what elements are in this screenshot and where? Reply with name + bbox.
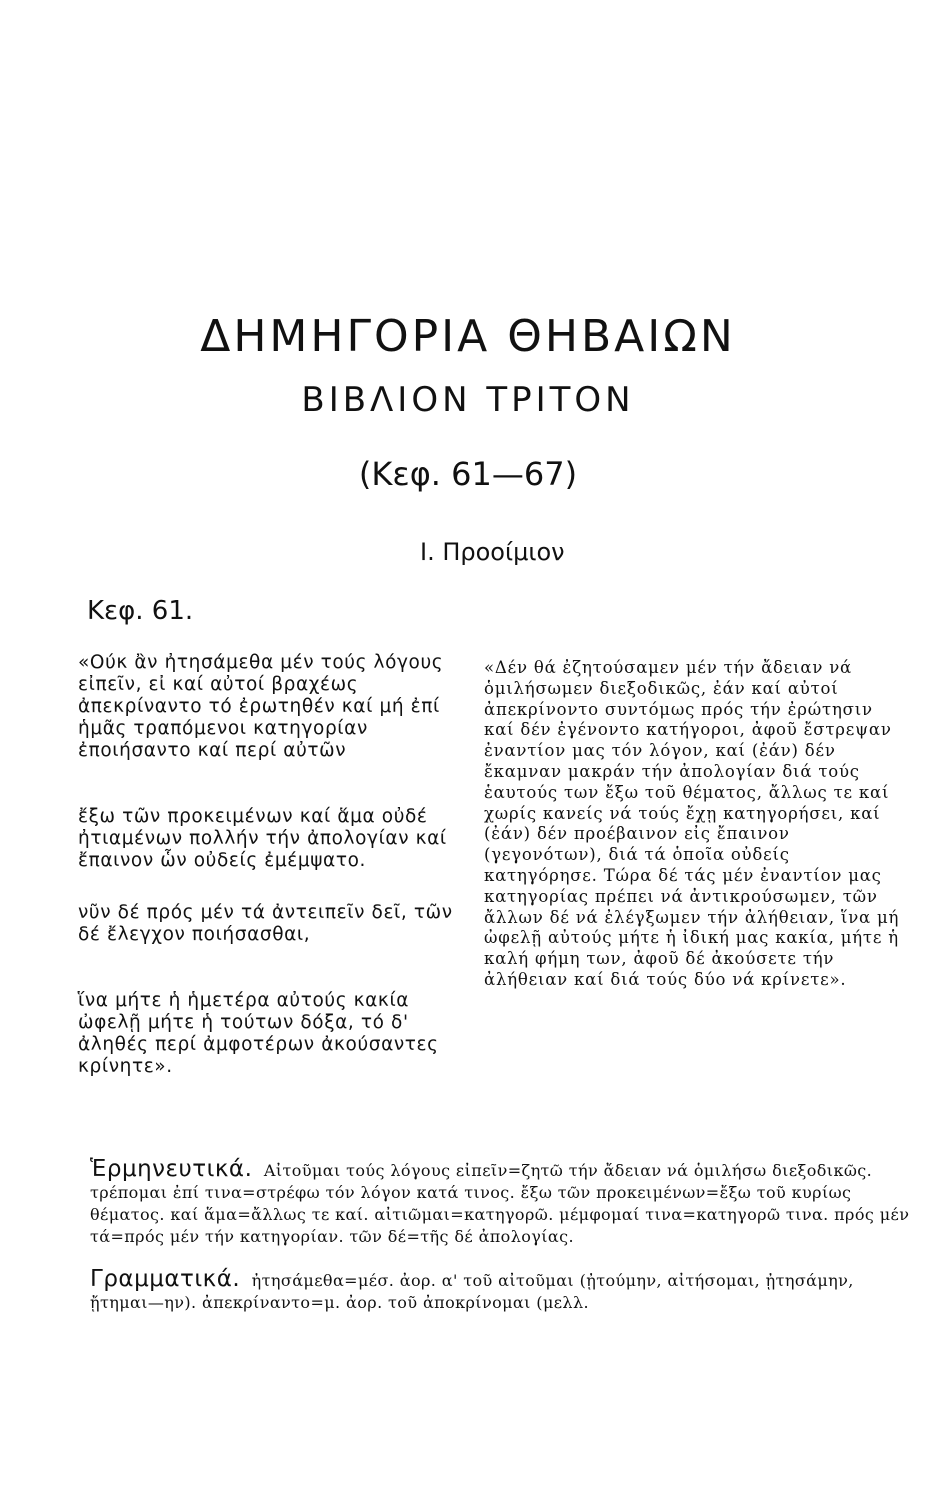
page-title: ΔΗΜΗΓΟΡΙΑ ΘΗΒΑΙΩΝ xyxy=(200,311,736,363)
chapter-label: Κεφ. 61. xyxy=(87,596,194,626)
translation-column xyxy=(484,658,904,991)
original-paragraph: ἵνα μήτε ἡ ἡμετέρα αὐτούς κακία ὠφελῇ μήτε ἡ τούτων δόξα, τό δ' ἀληθές περί ἀμφοτέρων ἀκούσαντες κρίνητε». xyxy=(78,990,439,1077)
grammatical-heading: Γραμματικά. xyxy=(90,1266,241,1292)
book-heading: ΒΙΒΛΙΟΝ ΤΡΙΤΟΝ xyxy=(301,380,635,420)
original-paragraph: ἔξω τῶν προκειμένων καί ἅμα οὐδέ ἠτιαμένων πολλήν τήν ἀπολογίαν καί ἔπαινον ὧν οὐδείς ἐμέμψατο. xyxy=(78,806,447,871)
notes-section xyxy=(90,1158,910,1334)
chapters-range: (Κεφ. 61—67) xyxy=(358,455,578,493)
grammatical-text: ἠτησάμεθα=μέσ. ἀορ. α' τοῦ αἰτοῦμαι (ᾐτούμην, αἰτήσομαι, ᾐτησάμην, ᾔτημαι—ην). ἀπεκρίναντο=μ. ἀορ. τοῦ ἀποκρίνομαι (μελλ. xyxy=(90,1271,854,1312)
original-paragraph: «Ούκ ἂν ἠτησάμεθα μέν τούς λόγους εἰπεῖν, εἰ καί αὐτοί βραχέως ἀπεκρίναντο τό ἐρωτηθέν καί μή ἐπί ἡμᾶς τραπόμενοι κατηγορίαν ἐποιήσαντο καί περί αὐτῶν xyxy=(78,652,444,761)
interpretive-notes xyxy=(90,1158,910,1248)
translation-paragraph: «Δέν θά ἐζητούσαμεν μέν τήν ἄδειαν νά ὁμιλήσωμεν διεξοδικῶς, ἐάν καί αὐτοί ἀπεκρίνοντο συντόμως πρός τήν ἐρώτησιν καί δέν ἐγένοντο κατήγοροι, ἀφοῦ ἔστρεψαν ἐναντίον μας τόν λόγον, καί (ἐάν) δέν ἔκαμναν μακράν τήν ἀπολογίαν διά τούς ἑαυτούς των ἔξω τοῦ θέματος, ἄλλως τε καί χωρίς κανείς νά τούς ἔχῃ κατηγορήσει, καί (ἐάν) δέν προέβαινον εἰς ἔπαινον (γεγονότων), διά τά ὁποῖα οὐδείς κατηγόρησε. Τώρα δέ τάς μέν ἐναντίον μας κατηγορίας πρέπει νά ἀντικρούσωμεν, τῶν ἄλλων δέ νά ἐλέγξωμεν τήν ἀλήθειαν, ἵνα μή ὠφελῇ αὐτούς μήτε ἡ ἰδική μας κακία, μήτε ἡ καλή φήμη των, ἀφοῦ δέ ἀκούσετε τήν ἀλήθειαν καί διά τούς δύο νά κρίνετε». xyxy=(484,658,900,989)
original-text-column xyxy=(78,652,470,1108)
interpretive-heading: Ἑρμηνευτικά. xyxy=(90,1156,253,1182)
grammatical-notes xyxy=(90,1268,910,1314)
section-heading: Ι. Προοίμιον xyxy=(420,538,565,566)
original-paragraph: νῦν δέ πρός μέν τά ἀντειπεῖν δεῖ, τῶν δέ ἔλεγχον ποιήσασθαι, xyxy=(78,902,453,945)
interpretive-text: Αἰτοῦμαι τούς λόγους εἰπεῖν=ζητῶ τήν ἄδειαν νά ὁμιλήσω διεξοδικῶς. τρέπομαι ἐπί τινα=στρέφω τόν λόγον κατά τινος. ἔξω τῶν προκειμένων=ἔξω τοῦ κυρίως θέματος. καί ἅμα=ἄλλως τε καί. αἰτιῶμαι=κατηγορῶ. μέμφομαί τινα=κατηγορῶ τινα. πρός μέν τά=πρός μέν τήν κατηγορίαν. τῶν δέ=τῆς δέ ἀπολογίας. xyxy=(90,1161,910,1246)
